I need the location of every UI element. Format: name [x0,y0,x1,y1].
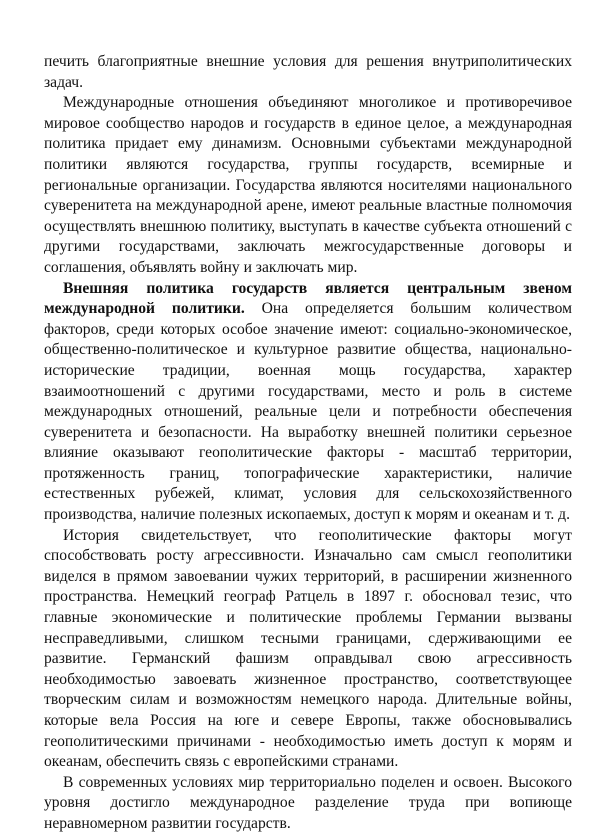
paragraph-modern-conditions [44,773,572,835]
paragraph-continuation [44,52,572,93]
paragraph-history-geopolitics [44,526,572,773]
paragraph-text: Она определяется большим количеством факторов, среди которых особое значение имеют: социально-экономическое, общественно-политическое и культурное развитие общества, национально-исторические традиции, военная мощь государства, характер взаимоотношений с другими государствами, место и роль в системе международных отношений, реальные цели и потребности обеспечения суверенитета и безопасности. На выработку внешней политики серьезное влияние оказывают геополитические факторы - масштаб территории, протяженность границ, топографические характеристики, наличие естественных рубежей, климат, условия для сельскохозяйственного производства, наличие полезных ископаемых, доступ к морям и океанам и т. д. [44,300,572,524]
paragraph-text: История свидетельствует, что геополитические факторы могут способствовать росту агрессивности. Изначально сам смысл геополитики виделся в прямом завоевании чужих территорий, в расширении жизненного пространства. Немецкий географ Ратцель в 1897 г. обосновал тезис, что главные экономические и политические проблемы Германии вызваны несправедливыми, слишком тесными границами, сдерживающими ее развитие. Германский фашизм оправдывал свою агрессивность необходимостью завоевать жизненное пространство, соответствующее творческим силам и возможностям немецкого народа. Длительные войны, которые вела Россия на юге и севере Европы, также обосновывались геополитическими причинами - необходимостью иметь доступ к морям и океанам, обеспечить связь с европейскими странами. [44,526,572,771]
paragraph-lead-bold: Внешняя политика государств является центральным звеном международной политики. [44,279,572,318]
paragraph-international-relations [44,93,572,278]
paragraph-text: Международные отношения объединяют многоликое и противоречивое мировое сообщество народов и государств в единое целое, а международная политика придает ему динамизм. Основными субъектами международной политики являются государства, группы государств, всемирные и региональные организации. Государства являются носителями национального суверенитета на международной арене, имеют реальные властные полномочия осуществлять внешнюю политику, выступать в качестве субъекта отношений с другими государствами, заключать межгосударственные договоры и соглашения, объявлять войну и заключать мир. [44,94,572,276]
paragraph-text: печить благоприятные внешние условия для решения внутриполитических задач. [44,53,572,91]
document-page [44,52,572,835]
paragraph-foreign-policy [44,279,572,526]
paragraph-text: В современных условиях мир территориально поделен и освоен. Высокого уровня достигло международное разделение труда при вопиюще неравномерном развитии государств. [44,773,572,832]
